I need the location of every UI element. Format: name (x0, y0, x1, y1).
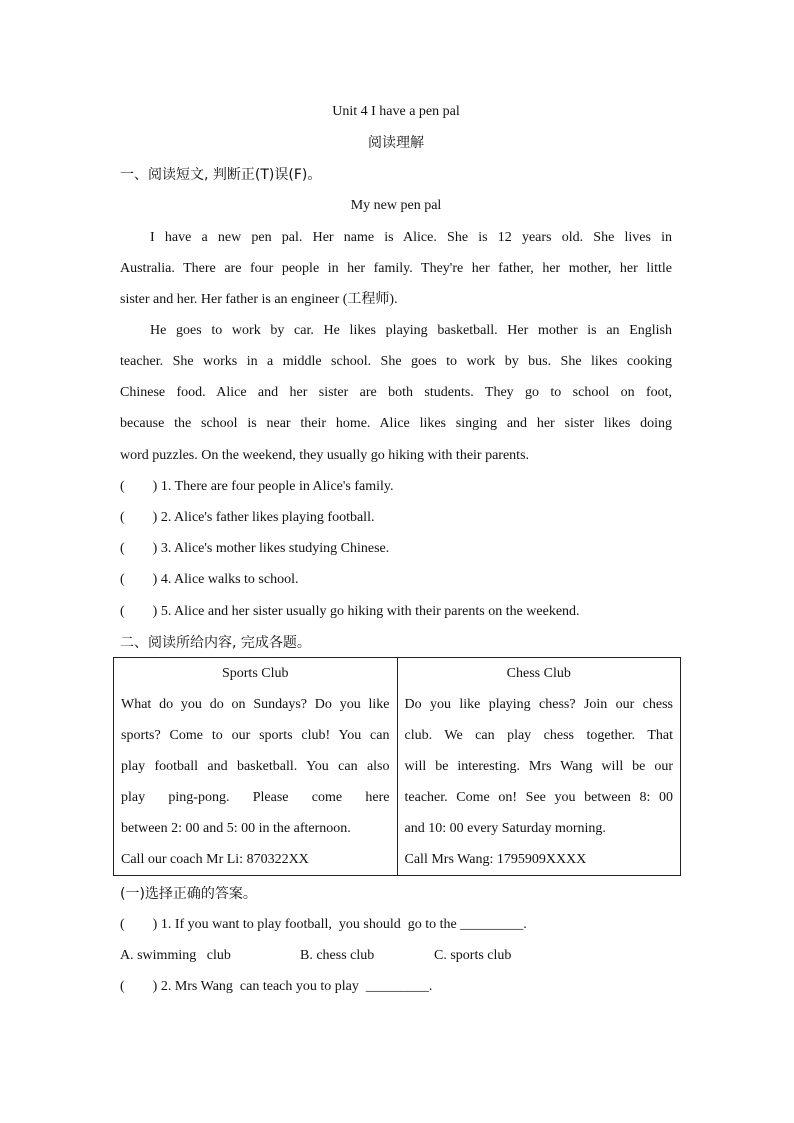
sports-club-line: What do you do on Sundays? Do you like (121, 697, 390, 712)
chess-club-cell (397, 658, 681, 876)
sports-club-line: play football and basketball. You can also (121, 759, 390, 774)
mc-question-1-options (120, 947, 672, 965)
sports-club-cell (114, 658, 398, 876)
tf-question-5[interactable]: ( ) 5. Alice and her sister usually go hiking with their parents on the weekend. (120, 604, 580, 619)
tf-question-1[interactable]: ( ) 1. There are four people in Alice's family. (120, 479, 394, 494)
passage-line: teacher. She works in a middle school. She goes to work by bus. She likes cooking (120, 354, 672, 369)
sports-club-line: between 2: 00 and 5: 00 in the afternoon. (121, 821, 351, 836)
chess-club-line: teacher. Come on! See you between 8: 00 (404, 790, 673, 805)
passage-title: My new pen pal (350, 198, 442, 213)
clubs-table (113, 657, 681, 876)
option-b[interactable]: B. chess club (300, 948, 375, 963)
chess-club-line: club. We can play chess together. That (404, 728, 673, 743)
sports-club-line: Call our coach Mr Li: 870322XX (121, 852, 309, 867)
passage-line: I have a new pen pal. Her name is Alice. She is 12 years old. She lives in (150, 230, 672, 245)
chess-club-line: and 10: 00 every Saturday morning. (404, 821, 606, 836)
chess-club-title: Chess Club (506, 666, 571, 681)
sports-club-line: play ping-pong. Please come here (121, 790, 390, 805)
passage-line: Chinese food. Alice and her sister are both students. They go to school on foot, (120, 385, 672, 400)
option-a[interactable]: A. swimming club (120, 948, 231, 963)
mc-question-1[interactable]: ( ) 1. If you want to play football, you should go to the _________. (120, 917, 527, 932)
passage-line: Australia. There are four people in her family. They're her father, her mother, her little (120, 261, 672, 276)
unit-title: Unit 4 I have a pen pal (332, 104, 460, 119)
part1-heading: (一)选择正确的答案。 (120, 886, 257, 902)
tf-question-4[interactable]: ( ) 4. Alice walks to school. (120, 572, 299, 587)
passage-line: because the school is near their home. Alice likes singing and her sister likes doing (120, 416, 672, 431)
passage-line: He goes to work by car. He likes playing basketball. Her mother is an English (150, 323, 672, 338)
passage-line: word puzzles. On the weekend, they usually go hiking with their parents. (120, 448, 530, 463)
passage-line: sister and her. Her father is an engineer (工程师). (120, 292, 398, 307)
tf-question-3[interactable]: ( ) 3. Alice's mother likes studying Chinese. (120, 541, 390, 556)
chess-club-line: Do you like playing chess? Join our chess (404, 697, 673, 712)
section1-heading: 一、阅读短文, 判断正(T)误(F)。 (120, 167, 322, 183)
tf-question-2[interactable]: ( ) 2. Alice's father likes playing football. (120, 510, 375, 525)
section2-heading: 二、阅读所给内容, 完成各题。 (120, 635, 311, 651)
sports-club-title: Sports Club (221, 666, 289, 681)
page-subtitle: 阅读理解 (368, 135, 424, 151)
sports-club-line: sports? Come to our sports club! You can (121, 728, 390, 743)
chess-club-line: will be interesting. Mrs Wang will be our (404, 759, 673, 774)
option-c[interactable]: C. sports club (434, 948, 512, 963)
mc-question-2[interactable]: ( ) 2. Mrs Wang can teach you to play _________. (120, 979, 433, 994)
chess-club-line: Call Mrs Wang: 1795909XXXX (404, 852, 587, 867)
